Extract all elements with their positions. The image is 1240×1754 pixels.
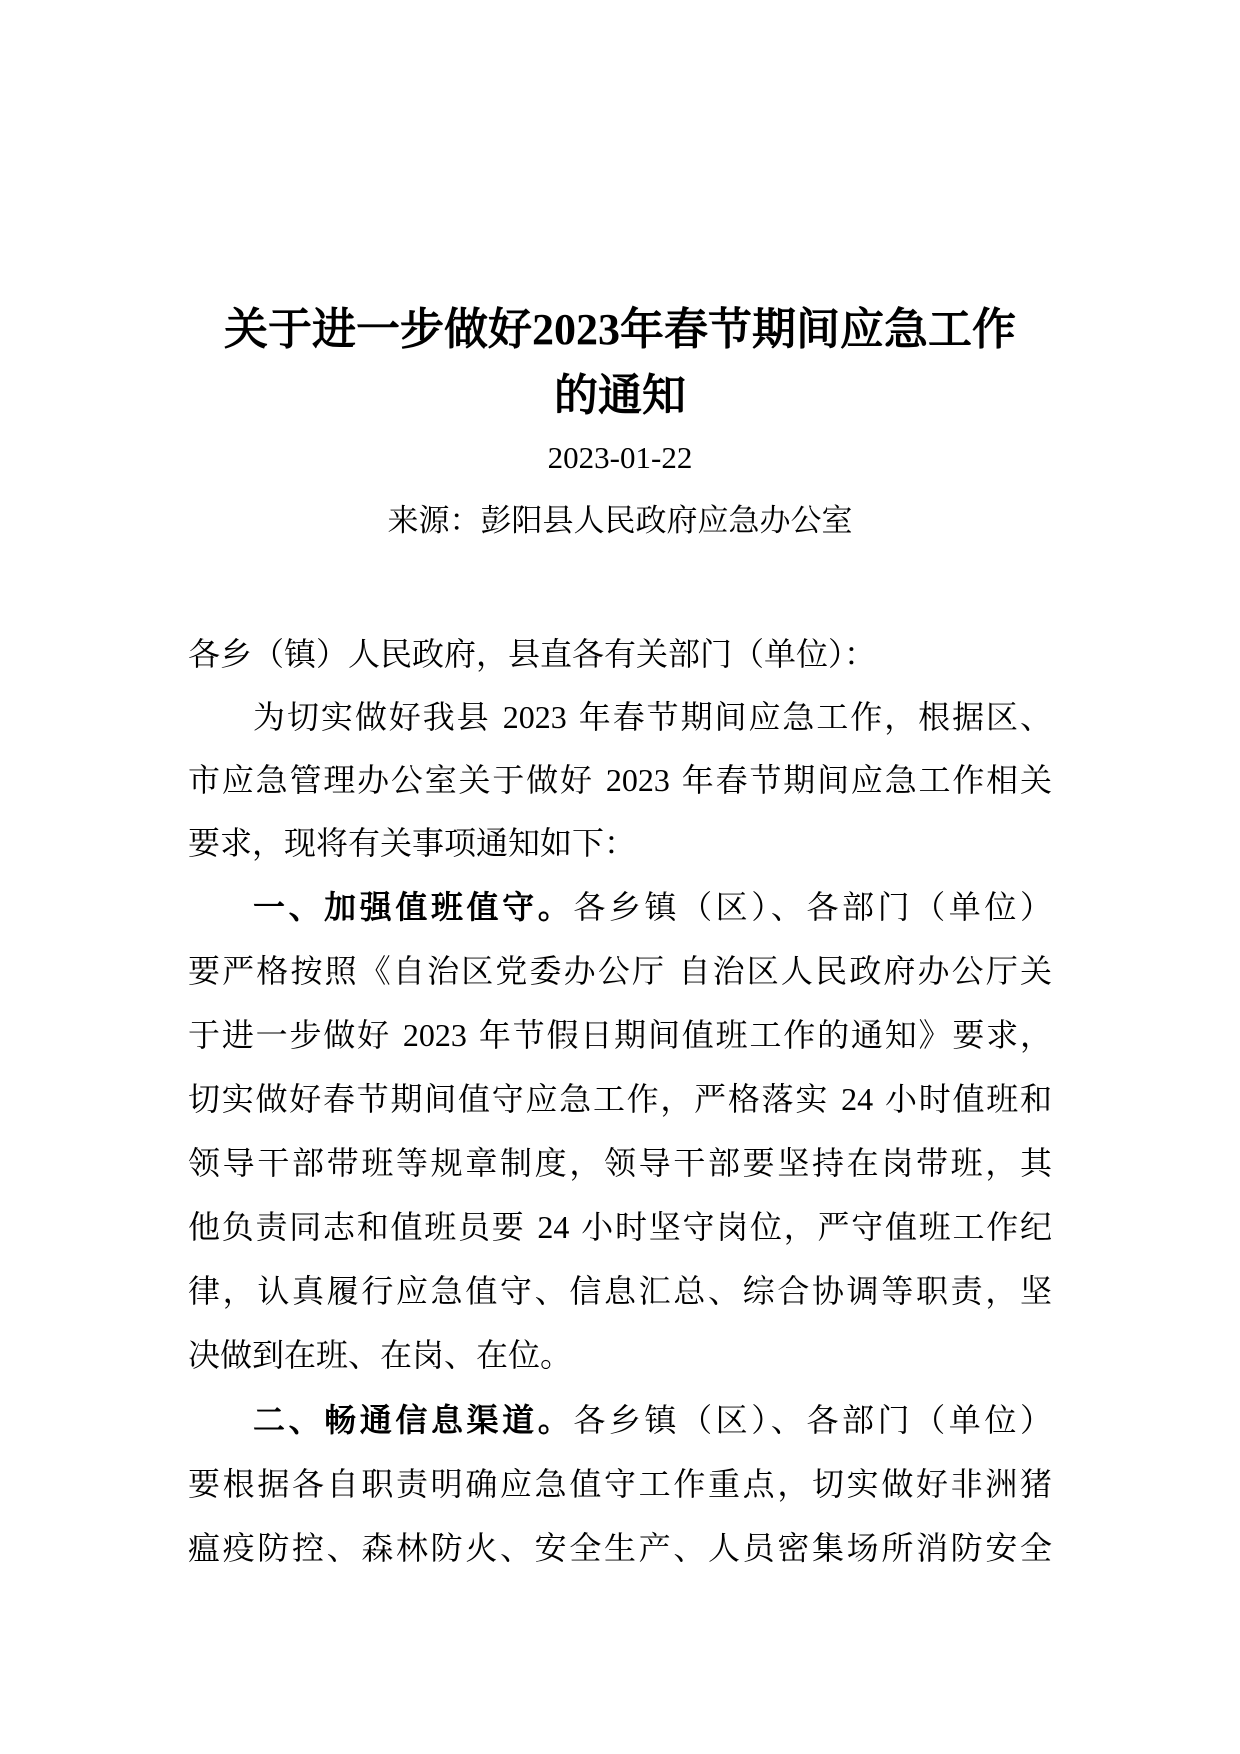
section-1-line-4: 切实做好春节期间值守应急工作，严格落实 24 小时值班和 (188, 1080, 1052, 1118)
section-1-line-5: 领导干部带班等规章制度，领导干部要坚持在岗带班，其 (188, 1144, 1052, 1182)
section-2-line-3: 瘟疫防控、森林防火、安全生产、人员密集场所消防安全 (188, 1529, 1052, 1567)
section-1-line-6: 他负责同志和值班员要 24 小时坚守岗位，严守值班工作纪 (188, 1208, 1052, 1246)
section-1-line-2: 要严格按照《自治区党委办公厅 自治区人民政府办公厅关 (188, 952, 1052, 990)
section-1-line-8: 决做到在班、在岗、在位。 (188, 1336, 573, 1374)
publish-date: 2023-01-22 (547, 440, 693, 475)
intro-line-3: 要求，现将有关事项通知如下： (188, 824, 637, 862)
section-1-line-1-rest: 各乡镇（区）、各部门（单位） (573, 888, 1052, 926)
intro-line-2: 市应急管理办公室关于做好 2023 年春节期间应急工作相关 (188, 761, 1052, 799)
section-1-line-7: 律，认真履行应急值守、信息汇总、综合协调等职责，坚 (188, 1272, 1052, 1310)
section-2-line-1 (253, 1401, 1052, 1439)
section-2-line-1-rest: 各乡镇（区）、各部门（单位） (573, 1401, 1052, 1439)
document-title-line-2: 的通知 (554, 370, 686, 421)
section-2-line-2: 要根据各自职责明确应急值守工作重点，切实做好非洲猪 (188, 1465, 1052, 1503)
document-title-line-1: 关于进一步做好2023年春节期间应急工作 (224, 304, 1016, 355)
section-1-line-1 (253, 888, 1052, 926)
source-line: 来源：彭阳县人民政府应急办公室 (387, 503, 853, 539)
section-1-heading: 一、加强值班值守。 (253, 888, 574, 926)
section-2-heading: 二、畅通信息渠道。 (253, 1401, 574, 1439)
intro-line-1: 为切实做好我县 2023 年春节期间应急工作，根据区、 (253, 698, 1052, 736)
salutation: 各乡（镇）人民政府，县直各有关部门（单位）： (188, 635, 877, 673)
section-1-line-3: 于进一步做好 2023 年节假日期间值班工作的通知》要求， (188, 1016, 1052, 1054)
